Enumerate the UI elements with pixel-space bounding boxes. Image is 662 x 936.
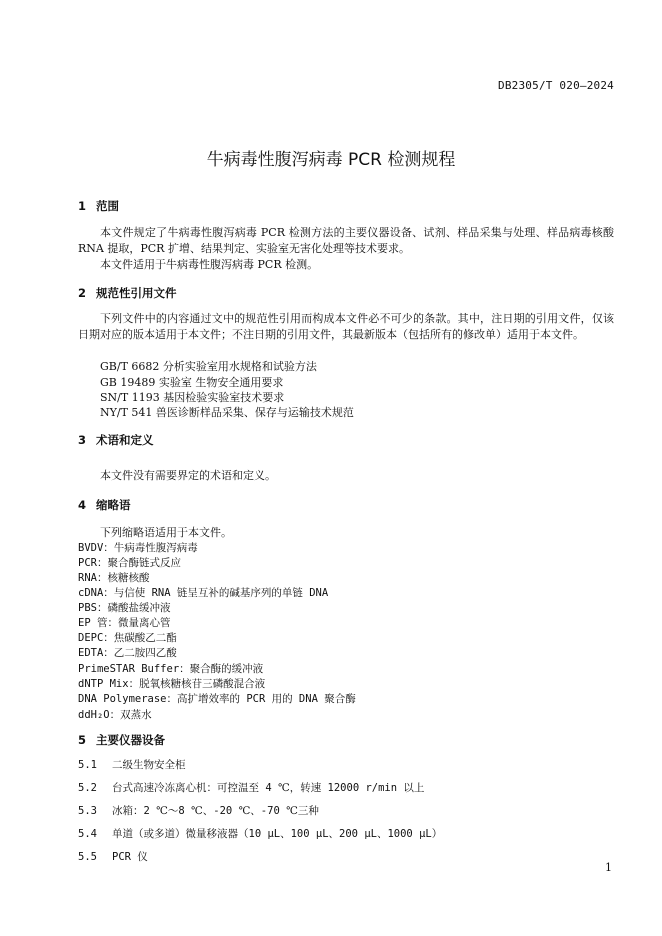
reference-item: GB 19489 实验室 生物安全通用要求 [100,376,284,389]
abbreviation-item: cDNA：与信使 RNA 链呈互补的碱基序列的单链 DNA [78,587,329,599]
section-heading-4 [78,497,131,513]
document-code: DB2305/T 020—2024 [498,79,614,92]
section-title: 缩略语 [96,498,131,512]
section-number: 1 [78,199,87,213]
clause-text: 二级生物安全柜 [112,759,186,771]
clause-number: 5.2 [78,782,97,794]
abbreviation-item: EDTA：乙二胺四乙酸 [78,647,177,659]
section-number: 3 [78,433,87,447]
equipment-item [78,803,319,818]
clause-text: 台式高速冷冻离心机：可控温至 4 ℃，转速 12000 r/min 以上 [112,782,425,794]
section-number: 5 [78,733,87,747]
section-title: 主要仪器设备 [96,733,165,747]
clause-text: 单道（或多道）微量移液器（10 μL、100 μL、200 μL、1000 μL） [112,828,443,840]
scope-paragraph-1: 本文件规定了牛病毒性腹泻病毒 PCR 检测方法的主要仪器设备、试剂、样品采集与处理、样品病毒核酸 RNA 提取，PCR 扩增、结果判定、实验室无害化处理等技术要求。 [78,226,614,255]
clause-number: 5.1 [78,759,97,771]
section-heading-2 [78,285,177,301]
abbreviation-item: PCR：聚合酶链式反应 [78,557,181,569]
equipment-item [78,757,186,772]
clause-number: 5.5 [78,851,97,863]
normative-intro: 下列文件中的内容通过文中的规范性引用而构成本文件必不可少的条款。其中，注日期的引用文件，仅该日期对应的版本适用于本文件；不注日期的引用文件，其最新版本（包括所有的修改单）适用于本文件。 [78,312,614,341]
clause-text: PCR 仪 [112,851,148,863]
reference-item: GB/T 6682 分析实验室用水规格和试验方法 [100,360,317,373]
equipment-item [78,780,424,795]
abbreviation-item: BVDV：牛病毒性腹泻病毒 [78,542,198,554]
clause-text: 冰箱：2 ℃～8 ℃、-20 ℃、-70 ℃三种 [112,805,319,817]
clause-number: 5.4 [78,828,97,840]
abbreviation-item: RNA：核糖核酸 [78,572,150,584]
section-heading-1 [78,198,119,214]
equipment-item [78,849,148,864]
terms-text: 本文件没有需要界定的术语和定义。 [100,469,276,482]
abbreviation-item: EP 管：微量离心管 [78,617,171,629]
reference-item: NY/T 541 兽医诊断样品采集、保存与运输技术规范 [100,406,354,419]
page-title: 牛病毒性腹泻病毒 PCR 检测规程 [206,150,456,170]
section-heading-3 [78,432,154,448]
abbreviation-item: ddH₂O：双蒸水 [78,709,152,721]
abbreviation-item: DEPC：焦碳酸乙二酯 [78,632,177,644]
abbreviation-item: DNA Polymerase：高扩增效率的 PCR 用的 DNA 聚合酶 [78,693,356,705]
section-heading-5 [78,732,165,748]
section-title: 范围 [96,199,119,213]
reference-item: SN/T 1193 基因检验实验室技术要求 [100,391,285,404]
clause-number: 5.3 [78,805,97,817]
equipment-item [78,826,442,841]
abbreviation-item: PBS：磷酸盐缓冲液 [78,602,171,614]
section-title: 规范性引用文件 [96,286,177,300]
abbreviations-intro: 下列缩略语适用于本文件。 [100,526,232,539]
abbreviation-item: PrimeSTAR Buffer：聚合酶的缓冲液 [78,663,264,675]
scope-paragraph-2: 本文件适用于牛病毒性腹泻病毒 PCR 检测。 [100,258,319,271]
abbreviation-item: dNTP Mix：脱氧核糖核苷三磷酸混合液 [78,678,266,690]
page-number: 1 [605,861,612,874]
section-number: 4 [78,498,87,512]
section-number: 2 [78,286,87,300]
section-title: 术语和定义 [96,433,154,447]
